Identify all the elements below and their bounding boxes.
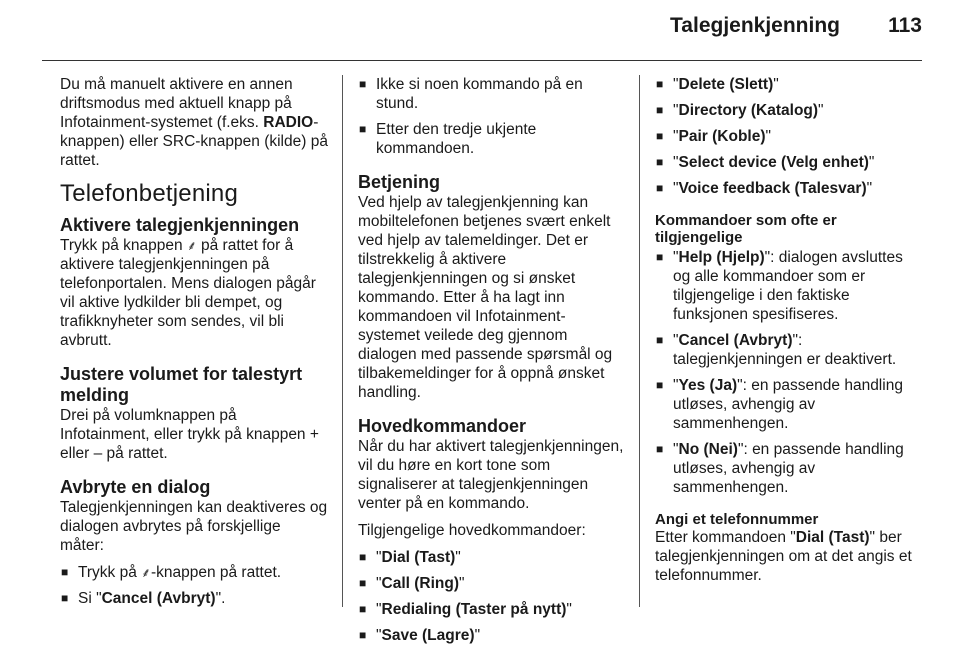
list-item: ■ "Select device (Velg enhet)" xyxy=(655,153,923,172)
intro-paragraph: Du må manuelt aktivere en annen driftsmodus med aktuell knapp på Infotainment-systemet (f.eks. RADIO-knappen) eller SRC-knappen (kilde) på rattet. xyxy=(60,76,328,169)
bullet-list xyxy=(60,563,328,608)
section-heading: Betjening xyxy=(358,172,441,192)
section-heading: Angi et telefonnummer xyxy=(655,511,819,528)
list-item: ■ "Cancel (Avbryt)": talegjenkjenningen er deaktivert. xyxy=(655,331,923,369)
list-item: ■ "Save (Lagre)" xyxy=(358,626,626,645)
bullet-list xyxy=(358,75,626,158)
section-heading: Avbryte en dialog xyxy=(60,477,211,497)
page-header xyxy=(0,0,960,60)
header-rule xyxy=(42,60,922,61)
command-list xyxy=(358,548,626,645)
section-text: Drei på volumknappen på Infotainment, eller trykk på knappen + eller – på rattet. xyxy=(60,407,319,462)
section-text: Etter kommandoen "Dial (Tast)" ber talegjenkjenningen om at det angis et telefonnummer. xyxy=(655,529,912,584)
list-item: ■ Trykk på ⸙-knappen på rattet. xyxy=(60,563,328,582)
section-text: Tilgjengelige hovedkommandoer: xyxy=(358,522,586,539)
list-item: ■ "Yes (Ja)": en passende handling utløses, avhengig av sammenhengen. xyxy=(655,376,923,433)
section-text: Talegjenkjenningen kan deaktiveres og dialogen avbrytes på forskjellige måter: xyxy=(60,499,328,554)
list-item: ■ "Directory (Katalog)" xyxy=(655,101,923,120)
voice-control-icon: ⸙ xyxy=(141,565,151,580)
page-title: Talegjenkjenning xyxy=(670,14,840,37)
voice-control-icon: ⸙ xyxy=(186,238,197,253)
list-item: ■ "No (Nei)": en passende handling utløses, avhengig av sammenhengen. xyxy=(655,440,923,497)
list-item: ■ "Call (Ring)" xyxy=(358,574,626,593)
column-divider xyxy=(639,75,640,607)
section-heading: Hovedkommandoer xyxy=(358,416,527,436)
column-1 xyxy=(60,75,328,622)
list-item: ■ "Dial (Tast)" xyxy=(358,548,626,567)
section-heading: Kommandoer som ofte er tilgjengelige xyxy=(655,212,837,246)
section-heading: Aktivere talegjenkjenningen xyxy=(60,215,300,235)
column-2 xyxy=(358,75,626,659)
list-item: ■ Ikke si noen kommando på en stund. xyxy=(358,75,626,113)
section-text: Når du har aktivert talegjenkjenningen, vil du høre en kort tone som signaliserer at talegjenkjenningen venter på en kommando. xyxy=(358,438,624,512)
list-item: ■ "Voice feedback (Talesvar)" xyxy=(655,179,923,198)
bullet-list xyxy=(655,248,923,497)
list-item: ■ Etter den tredje ukjente kommandoen. xyxy=(358,120,626,158)
list-item: ■ "Pair (Koble)" xyxy=(655,127,923,146)
section-heading: Justere volumet for talestyrt melding xyxy=(60,364,303,405)
page-number: 113 xyxy=(888,14,922,37)
list-item: ■ "Delete (Slett)" xyxy=(655,75,923,94)
list-item: ■ Si "Cancel (Avbryt)". xyxy=(60,589,328,608)
chapter-heading: Telefonbetjening xyxy=(60,180,239,207)
column-divider xyxy=(342,75,343,607)
radio-label: RADIO xyxy=(263,114,314,131)
section-text: Trykk på knappen ⸙ på rattet for å aktivere talegjenkjenningen på telefonportalen. Mens dialogen pågår vil aktive lydkilder bli dempet, og trafikknyheter som sendes, vil bli avbrutt. xyxy=(60,237,316,349)
list-item: ■ "Help (Hjelp)": dialogen avsluttes og alle kommandoer som er tilgjengelige i den faktiske funksjonen spesifiseres. xyxy=(655,248,923,324)
command-list xyxy=(655,75,923,198)
column-3 xyxy=(655,75,923,599)
list-item: ■ "Redialing (Taster på nytt)" xyxy=(358,600,626,619)
section-text: Ved hjelp av talegjenkjenning kan mobiltelefonen betjenes svært enkelt ved hjelp av talemeldinger. Det er tilstrekkelig å aktivere talegjenkjenningen og si ønsket kommando. Etter å ha lagt inn kommandoen vil Infotainment-systemet veilede deg gjennom dialogen med passende spørsmål og tilbakemeldinger for å oppnå ønsket handling. xyxy=(358,194,613,401)
